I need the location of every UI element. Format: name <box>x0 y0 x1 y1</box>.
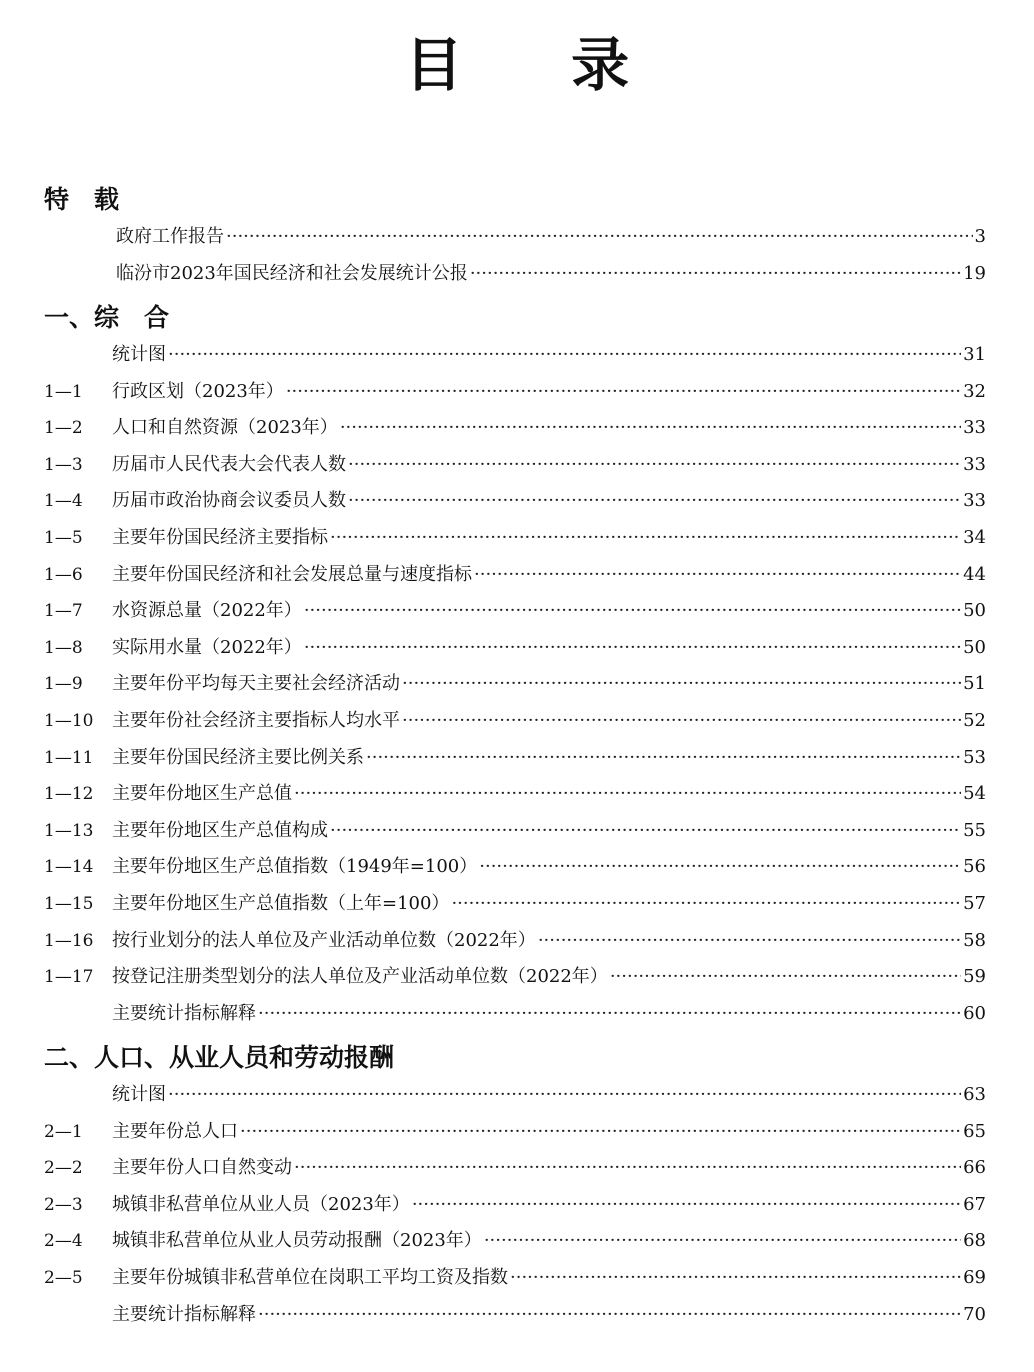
dot-leader <box>610 962 961 992</box>
toc-entry-title: 人口和自然资源（2023年） <box>112 417 338 439</box>
toc-entry-title: 主要年份社会经济主要指标人均水平 <box>112 710 400 731</box>
toc-entry-title: 实际用水量（2022年） <box>112 636 302 658</box>
toc-entry[interactable] <box>44 340 986 370</box>
toc-entry-title: 水资源总量（2022年） <box>112 600 302 622</box>
toc-entry-title: 主要年份地区生产总值指数（1949年=100） <box>112 856 478 878</box>
toc-entry-title: 城镇非私营单位从业人员劳动报酬（2023年） <box>112 1230 482 1252</box>
toc-entry-page-number: 53 <box>963 746 986 768</box>
toc-entry[interactable] <box>44 633 986 663</box>
toc-entry-title: 主要统计指标解释 <box>112 1303 256 1325</box>
toc-entry[interactable] <box>44 962 986 992</box>
toc-entry-page-number: 60 <box>963 1002 986 1024</box>
toc-entry-page-number: 3 <box>974 226 986 247</box>
toc-entry-page-number: 52 <box>963 710 986 731</box>
toc-entry-number: 2—5 <box>44 1268 83 1288</box>
toc-entry-number: 1—13 <box>44 820 94 841</box>
toc-entry-title: 统计图 <box>112 344 166 365</box>
toc-entry[interactable] <box>44 706 986 736</box>
section-heading: 特 载 <box>44 185 120 214</box>
toc-entry-title: 主要年份国民经济主要指标 <box>112 527 328 548</box>
toc-entry-title: 主要年份地区生产总值 <box>112 783 292 805</box>
dot-leader <box>474 560 961 590</box>
toc-entry[interactable] <box>44 1153 986 1183</box>
toc-entry-number: 1—5 <box>44 528 83 548</box>
dot-leader <box>304 633 961 663</box>
dot-leader <box>294 779 961 809</box>
toc-entry[interactable] <box>44 999 986 1029</box>
toc-entry-title: 主要年份城镇非私营单位在岗职工平均工资及指数 <box>112 1267 508 1288</box>
dot-leader <box>402 669 961 699</box>
toc-entry-title: 主要年份地区生产总值构成 <box>112 819 328 841</box>
dot-leader <box>258 999 961 1029</box>
toc-entry-page-number: 33 <box>963 490 986 512</box>
toc-entry-page-number: 68 <box>963 1230 986 1252</box>
toc-entry[interactable] <box>44 1117 986 1147</box>
page-title: 目 录 <box>404 31 674 99</box>
dot-leader <box>304 596 961 626</box>
toc-entry-page-number: 32 <box>963 380 986 402</box>
toc-entry-page-number: 31 <box>963 344 986 365</box>
toc-entry-title: 行政区划（2023年） <box>112 380 284 402</box>
toc-entry-title: 临汾市2023年国民经济和社会发展统计公报 <box>116 262 468 284</box>
toc-entry-page-number: 70 <box>963 1303 986 1325</box>
toc-entry[interactable] <box>44 596 986 626</box>
dot-leader <box>168 1080 961 1110</box>
toc-entry-number: 2—1 <box>44 1121 83 1142</box>
toc-entry[interactable] <box>44 413 986 443</box>
toc-entry-title: 历届市政治协商会议委员人数 <box>112 490 346 512</box>
dot-leader <box>412 1190 961 1220</box>
toc-entry-page-number: 19 <box>963 262 986 284</box>
toc-entry-number: 1—10 <box>44 711 94 731</box>
toc-entry-page-number: 65 <box>963 1120 986 1142</box>
toc-entry-number: 1—15 <box>44 894 94 914</box>
toc-entry-title: 按登记注册类型划分的法人单位及产业活动单位数（2022年） <box>112 966 608 988</box>
toc-entry-number: 1—17 <box>44 967 94 988</box>
toc-entry-page-number: 33 <box>963 453 986 475</box>
toc-entry[interactable] <box>44 486 986 516</box>
toc-entry[interactable] <box>44 779 986 809</box>
section-heading: 二、人口、从业人员和劳动报酬 <box>44 1043 395 1072</box>
toc-entry[interactable] <box>44 1263 986 1293</box>
toc-entry-page-number: 33 <box>963 417 986 439</box>
toc-entry[interactable] <box>44 377 986 407</box>
toc-entry-number: 2—3 <box>44 1194 83 1215</box>
toc-entry-number: 1—1 <box>44 381 83 402</box>
dot-leader <box>258 1300 961 1330</box>
toc-entry-number: 1—3 <box>44 454 83 475</box>
dot-leader <box>340 413 961 443</box>
toc-entry[interactable] <box>44 1190 986 1220</box>
toc-entry[interactable] <box>44 926 986 956</box>
dot-leader <box>479 852 961 882</box>
dot-leader <box>330 816 961 846</box>
toc-entry-title: 城镇非私营单位从业人员（2023年） <box>112 1193 410 1215</box>
dot-leader <box>402 706 961 736</box>
toc-entry-page-number: 67 <box>963 1193 986 1215</box>
toc-entry[interactable] <box>44 450 986 480</box>
toc-entry[interactable] <box>44 669 986 699</box>
toc-entry-title: 主要年份国民经济主要比例关系 <box>112 746 364 768</box>
dot-leader <box>330 523 961 553</box>
toc-entry-number: 1—11 <box>44 747 94 768</box>
dot-leader <box>226 222 973 252</box>
toc-entry-number: 1—6 <box>44 564 83 585</box>
toc-entry-number: 1—16 <box>44 930 94 951</box>
toc-entry-title: 按行业划分的法人单位及产业活动单位数（2022年） <box>112 929 536 951</box>
toc-entry-title: 历届市人民代表大会代表人数 <box>112 453 346 475</box>
section-heading: 一、综 合 <box>44 303 170 332</box>
dot-leader <box>348 486 961 516</box>
toc-entry-page-number: 58 <box>963 929 986 951</box>
dot-leader <box>286 377 961 407</box>
toc-entry[interactable] <box>44 1080 986 1110</box>
toc-entry-title: 主要年份地区生产总值指数（上年=100） <box>112 893 450 914</box>
toc-entry-number: 1—2 <box>44 418 83 439</box>
toc-entry-page-number: 66 <box>963 1157 986 1179</box>
toc-entry[interactable] <box>44 560 986 590</box>
toc-entry-title: 统计图 <box>112 1084 166 1105</box>
toc-entry-page-number: 50 <box>963 600 986 622</box>
dot-leader <box>470 259 961 289</box>
toc-entry-page-number: 55 <box>963 819 986 841</box>
toc-entry-page-number: 57 <box>963 893 986 914</box>
toc-entry[interactable] <box>44 1226 986 1256</box>
dot-leader <box>366 743 961 773</box>
toc-entry-number: 1—14 <box>44 857 94 878</box>
toc-entry-page-number: 44 <box>963 563 986 585</box>
toc-entry-number: 2—2 <box>44 1158 83 1179</box>
toc-entry-number: 1—8 <box>44 637 83 658</box>
toc-entry-number: 1—4 <box>44 491 83 512</box>
toc-entry-title: 主要年份人口自然变动 <box>112 1157 292 1179</box>
toc-entry-number: 2—4 <box>44 1231 83 1252</box>
toc-entry-page-number: 56 <box>963 856 986 878</box>
toc-entry[interactable] <box>116 259 986 289</box>
toc-entry[interactable] <box>44 1300 986 1330</box>
toc-entry-page-number: 63 <box>963 1084 986 1105</box>
toc-entry-title: 主要年份总人口 <box>112 1120 238 1142</box>
toc-entry-title: 主要年份国民经济和社会发展总量与速度指标 <box>112 563 472 585</box>
dot-leader <box>538 926 961 956</box>
dot-leader <box>451 889 961 919</box>
toc-entry[interactable] <box>44 816 986 846</box>
toc-entry-number: 1—12 <box>44 784 94 805</box>
toc-entry-title: 主要统计指标解释 <box>112 1002 256 1024</box>
dot-leader <box>294 1153 961 1183</box>
toc-entry-page-number: 34 <box>963 527 986 548</box>
dot-leader <box>168 340 961 370</box>
toc-entry-number: 1—9 <box>44 674 83 695</box>
toc-entry-title: 政府工作报告 <box>116 226 224 247</box>
toc-entry-page-number: 54 <box>963 783 986 805</box>
toc-entry-title: 主要年份平均每天主要社会经济活动 <box>112 673 400 695</box>
toc-entry[interactable] <box>116 222 986 252</box>
dot-leader <box>510 1263 961 1293</box>
toc-entry[interactable] <box>44 523 986 553</box>
toc-entry[interactable] <box>44 743 986 773</box>
dot-leader <box>348 450 961 480</box>
dot-leader <box>484 1226 961 1256</box>
toc-entry-number: 1—7 <box>44 601 83 622</box>
toc-entry-page-number: 50 <box>963 636 986 658</box>
toc-entry-page-number: 69 <box>963 1267 986 1288</box>
toc-entry[interactable] <box>44 889 986 919</box>
toc-entry-page-number: 59 <box>963 966 986 988</box>
toc-entry[interactable] <box>44 852 986 882</box>
dot-leader <box>240 1117 961 1147</box>
toc-entry-page-number: 51 <box>963 673 986 695</box>
